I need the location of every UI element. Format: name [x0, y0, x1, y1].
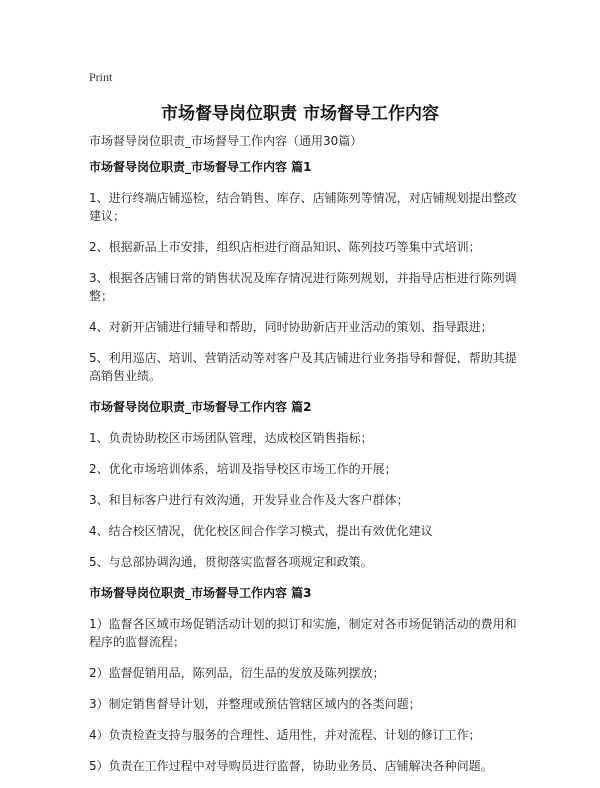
list-item: 5）负责在工作过程中对导购员进行监督，协助业务员、店铺解决各种问题。 — [89, 759, 493, 773]
section-heading: 市场督导岗位职责_市场督导工作内容 篇3 — [89, 586, 312, 600]
list-item: 3）制定销售督导计划，并整理或预估管辖区域内的各类问题； — [89, 697, 421, 711]
list-item: 5、与总部协调沟通，贯彻落实监督各项规定和政策。 — [89, 555, 373, 569]
section-heading: 市场督导岗位职责_市场督导工作内容 篇2 — [89, 400, 312, 414]
print-label[interactable]: Print — [89, 70, 113, 84]
list-item: 1、负责协助校区市场团队管理，达成校区销售指标； — [89, 431, 373, 445]
page-subtitle: 市场督导岗位职责_市场督导工作内容（通用30篇） — [89, 134, 363, 148]
section-heading: 市场督导岗位职责_市场督导工作内容 篇1 — [89, 160, 312, 174]
list-item: 1、进行终端店铺巡检，结合销售、库存、店铺陈列等情况，对店铺规划提出整改建议； — [89, 191, 517, 223]
document-body — [89, 158, 519, 788]
list-item: 3、根据各店铺日常的销售状况及库存情况进行陈列规划，并指导店柜进行陈列调整； — [89, 271, 517, 303]
list-item: 4）负责检查支持与服务的合理性、适用性，并对流程、计划的修订工作； — [89, 728, 481, 742]
list-item: 2）监督促销用品，陈列品，衍生品的发放及陈列摆放； — [89, 666, 385, 680]
list-item: 2、优化市场培训体系，培训及指导校区市场工作的开展； — [89, 462, 397, 476]
list-item: 4、结合校区情况，优化校区间合作学习模式，提出有效优化建议 — [89, 524, 433, 538]
page-title: 市场督导岗位职责 市场督导工作内容 — [161, 104, 439, 124]
list-item: 4、对新开店铺进行辅导和帮助，同时协助新店开业活动的策划、指导跟进； — [89, 320, 493, 334]
list-item: 2、根据新品上市安排，组织店柜进行商品知识、陈列技巧等集中式培训； — [89, 240, 481, 254]
list-item: 1）监督各区域市场促销活动计划的拟订和实施，制定对各市场促销活动的费用和程序的监督流程； — [89, 617, 517, 649]
list-item: 3、和目标客户进行有效沟通，开发异业合作及大客户群体； — [89, 493, 409, 507]
list-item: 5、利用巡店、培训、营销活动等对客户及其店铺进行业务指导和督促，帮助其提高销售业绩。 — [89, 351, 517, 383]
